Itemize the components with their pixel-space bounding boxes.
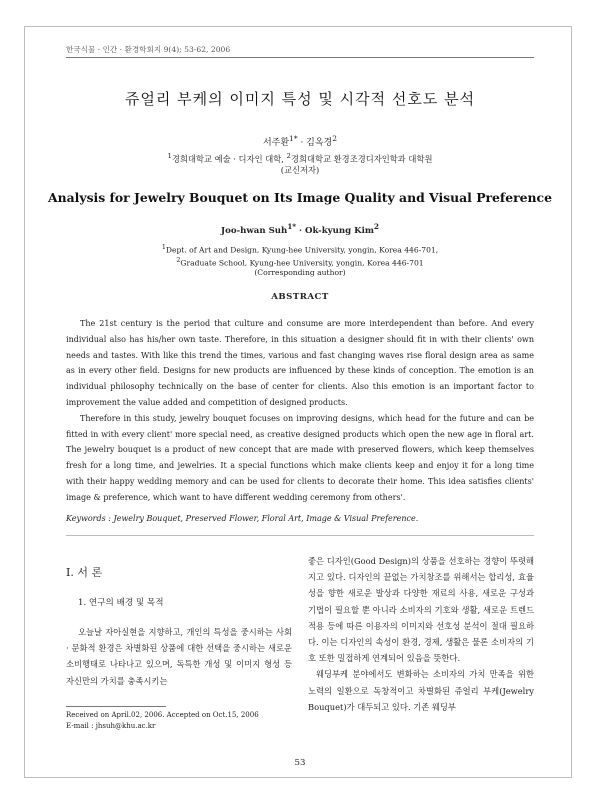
abstract-body bbox=[66, 316, 534, 506]
title-korean: 쥬얼리 부케의 이미지 특성 및 시각적 선호도 분석 bbox=[124, 90, 476, 108]
author-marker: 1* bbox=[287, 222, 297, 231]
body-paragraph: 좋은 디자인(Good Design)의 상품을 선호하는 경향이 뚜렷해지고 있다. 디자인의 끝없는 가치창조를 위해서는 합리성, 효율성을 향한 새로운 발상과 다양한 재료의 사용, 새로운 구성과 기법이 필요할 뿐 아니라 소비자의 기호와 생활, 새로운 트렌드 적용 등에 따른 이용자의 이미지와 선호성 분석이 절대 필요하다. 이는 디자인의 속성이 환경, 경제, 생활은 물론 소비자의 기호 또한 밀접하게 연계되어 있음을 뜻한다. bbox=[308, 556, 534, 664]
abstract-heading: ABSTRACT bbox=[271, 292, 329, 302]
keywords: Keywords : Jewelry Bouquet, Preserved Flower, Floral Art, Image & Visual Preference. bbox=[66, 514, 419, 523]
affiliation-text: 경희대학교 예술 · 디자인 대학, bbox=[171, 153, 287, 164]
affiliation-marker: 2 bbox=[176, 256, 181, 264]
section-divider bbox=[66, 535, 534, 536]
author-name: 서주환 bbox=[262, 138, 290, 148]
header-divider bbox=[66, 57, 534, 58]
affiliation-line bbox=[0, 243, 600, 256]
email: E-mail : jhsuh@khu.ac.kr bbox=[66, 721, 156, 730]
author-marker: 2 bbox=[332, 134, 338, 143]
affiliation-text: Graduate School, Kyung-hee University, yongin, Korea 446-701 bbox=[180, 258, 424, 268]
author-name: Ok-kyung Kim bbox=[305, 225, 374, 236]
author-separator: · bbox=[296, 225, 306, 236]
corresponding-note: (교신저자) bbox=[280, 164, 320, 175]
body-paragraph: 웨딩부케 분야에서도 변화하는 소비자의 가치 만족을 위한 노력의 일환으로 독창적이고 차별화된 쥬얼리 부케(Jewelry Bouquet)가 대두되고 있다. 기존 웨딩부 bbox=[308, 669, 534, 712]
author-separator: · bbox=[297, 138, 307, 148]
subsection-heading: 1. 연구의 배경 및 목적 bbox=[78, 598, 164, 608]
footnote bbox=[66, 710, 292, 731]
author-name: Joo-hwan Suh bbox=[221, 225, 288, 236]
abstract-paragraph: The 21st century is the period that culture and consume are more interdependent than before. And every individual also has his/her own taste. Therefore, in this situation a designer should fit in with their clients' own needs and tastes. With like this trend the times, various and fast changing waves rise floral design area as same as in every other field. Designs for new products are influenced by these kinds of conception. The emotion is an individual philosophy technically on the base of center for clients. Also this emotion is an important factor to improvement the value added and competition of designed products. bbox=[66, 319, 534, 407]
journal-header: 한국식물 · 인간 · 환경학회지 9(4); 53-62, 2006 bbox=[66, 45, 231, 54]
author-marker: 1* bbox=[289, 134, 298, 143]
abstract-paragraph: Therefore in this study, jewelry bouquet focuses on improving designs, which head for the future and can be fitted in with every client' more special need, as creative designed products which open the new age in floral art. The jewelry bouquet is a product of new concept that are made with preserved flowers, which keep themselves fresh for a long time, and jewelries. It a special functions which make clients keep and enjoy it for a long time with their happy wedding memory and can be used for clients to decorate their home. This idea satisfies clients' image & preference, which want to have different wedding ceremony from others'. bbox=[66, 413, 534, 502]
author-marker: 2 bbox=[373, 222, 379, 231]
section-heading: Ⅰ. 서 론 bbox=[66, 566, 103, 579]
affiliation-marker: 1 bbox=[167, 152, 172, 160]
corresponding-note: (Corresponding author) bbox=[254, 268, 346, 278]
authors-korean bbox=[0, 134, 600, 148]
affiliation-marker: 2 bbox=[286, 152, 291, 160]
title-english: Analysis for Jewelry Bouquet on Its Image Quality and Visual Preference bbox=[48, 190, 552, 205]
authors-english bbox=[0, 222, 600, 236]
affiliation-korean bbox=[0, 151, 600, 176]
received-date: Received on April.02, 2006. Accepted on Oct.15, 2006 bbox=[66, 711, 259, 719]
page-number: 53 bbox=[294, 758, 306, 768]
body-right-column bbox=[308, 553, 534, 715]
footnote-divider bbox=[66, 706, 166, 707]
author-name: 김옥경 bbox=[306, 138, 333, 148]
affiliation-text: Dept. of Art and Design, Kyung-hee University, yongin, Korea 446-701, bbox=[165, 245, 439, 255]
body-left-column bbox=[66, 624, 292, 689]
affiliation-english bbox=[0, 243, 600, 278]
affiliation-text: 경희대학교 환경조경디자인학과 대학원 bbox=[290, 153, 433, 164]
affiliation-line bbox=[0, 256, 600, 269]
affiliation-marker: 1 bbox=[161, 244, 166, 251]
affiliation-line bbox=[0, 151, 600, 165]
body-paragraph: 오늘날 자아실현을 지향하고, 개인의 특성을 중시하는 사회 · 문화적 환경은 차별화된 상품에 대한 선택을 중시하는 새로운 소비행태로 나타나고 있으며, 독특한 개성 및 이미지 형성 등 자신만의 가치를 충족시키는 bbox=[66, 627, 292, 686]
